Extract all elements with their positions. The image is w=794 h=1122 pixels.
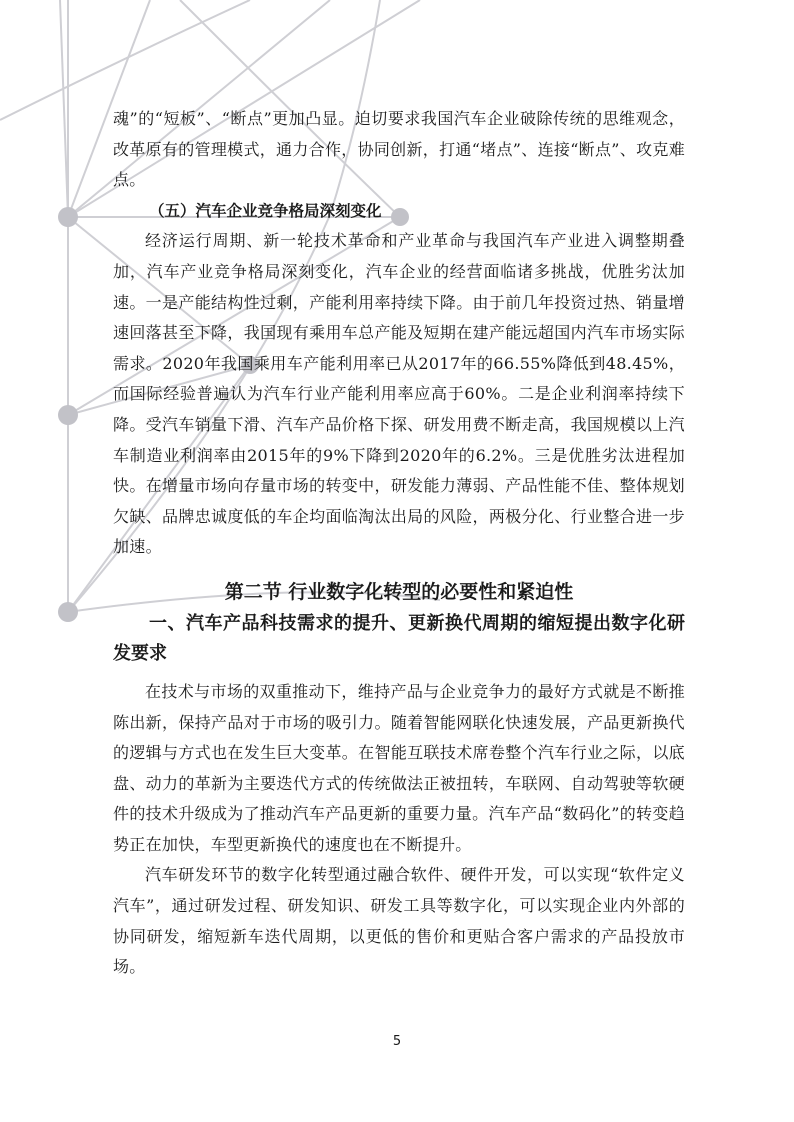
pattern-node — [58, 405, 78, 425]
section-paragraph: 汽车研发环节的数字化转型通过融合软件、硬件开发，可以实现“软件定义汽车”，通过研发过程、研发知识、研发工具等数字化，可以实现企业内外部的协同研发，缩短新车迭代周期，以更低的售价和更贴合客户需求的产品投放市场。 — [113, 865, 685, 977]
subsection-heading: （五）汽车企业竞争格局深刻变化 — [149, 201, 382, 220]
pattern-node — [58, 602, 78, 622]
section-subtitle: 一、汽车产品科技需求的提升、更新换代周期的缩短提出数字化研发要求 — [113, 612, 685, 664]
subsection-body: 经济运行周期、新一轮技术革命和产业革命与我国汽车产业进入调整期叠加，汽车产业竞争格局深刻变化，汽车企业的经营面临诸多挑战，优胜劣汰加速。一是产能结构性过剩，产能利用率持续下降。由于前几年投资过热、销量增速回落甚至下降，我国现有乘用车总产能及短期在建产能远超国内汽车市场实际需求。2020年我国乘用车产能利用率已从2017年的66.55%降低到48.45%，而国际经验普遍认为汽车行业产能利用率应高于60%。二是企业利润率持续下降。受汽车销量下滑、汽车产品价格下探、研发用费不断走高，我国规模以上汽车制造业利润率由2015年的9%下降到2020年的6.2%。三是优胜劣汰进程加快。在增量市场向存量市场的转变中，研发能力薄弱、产品性能不佳、整体规划欠缺、品牌忠诚度低的车企均面临淘汰出局的风险，两极分化、行业整合进一步加速。 — [113, 231, 685, 557]
paragraph-top: 魂”的“短板”、“断点”更加凸显。迫切要求我国汽车企业破除传统的思维观念，改革原有的管理模式，通力合作，协同创新，打通“堵点”、连接“断点”、攻克难点。 — [113, 109, 685, 190]
section-title: 第二节 行业数字化转型的必要性和紧迫性 — [224, 580, 574, 603]
pattern-node — [58, 207, 78, 227]
document-body — [113, 104, 685, 983]
section-paragraph: 在技术与市场的双重推动下，维持产品与企业竞争力的最好方式就是不断推陈出新，保持产品对于市场的吸引力。随着智能网联化快速发展，产品更新换代的逻辑与方式也在发生巨大变革。在智能互联技术席卷整个汽车行业之际，以底盘、动力的革新为主要迭代方式的传统做法正被扭转，车联网、自动驾驶等软硬件的技术升级成为了推动汽车产品更新的重要力量。汽车产品“数码化”的转变趋势正在加快，车型更新换代的速度也在不断提升。 — [113, 681, 685, 854]
page-number: 5 — [392, 1034, 402, 1049]
